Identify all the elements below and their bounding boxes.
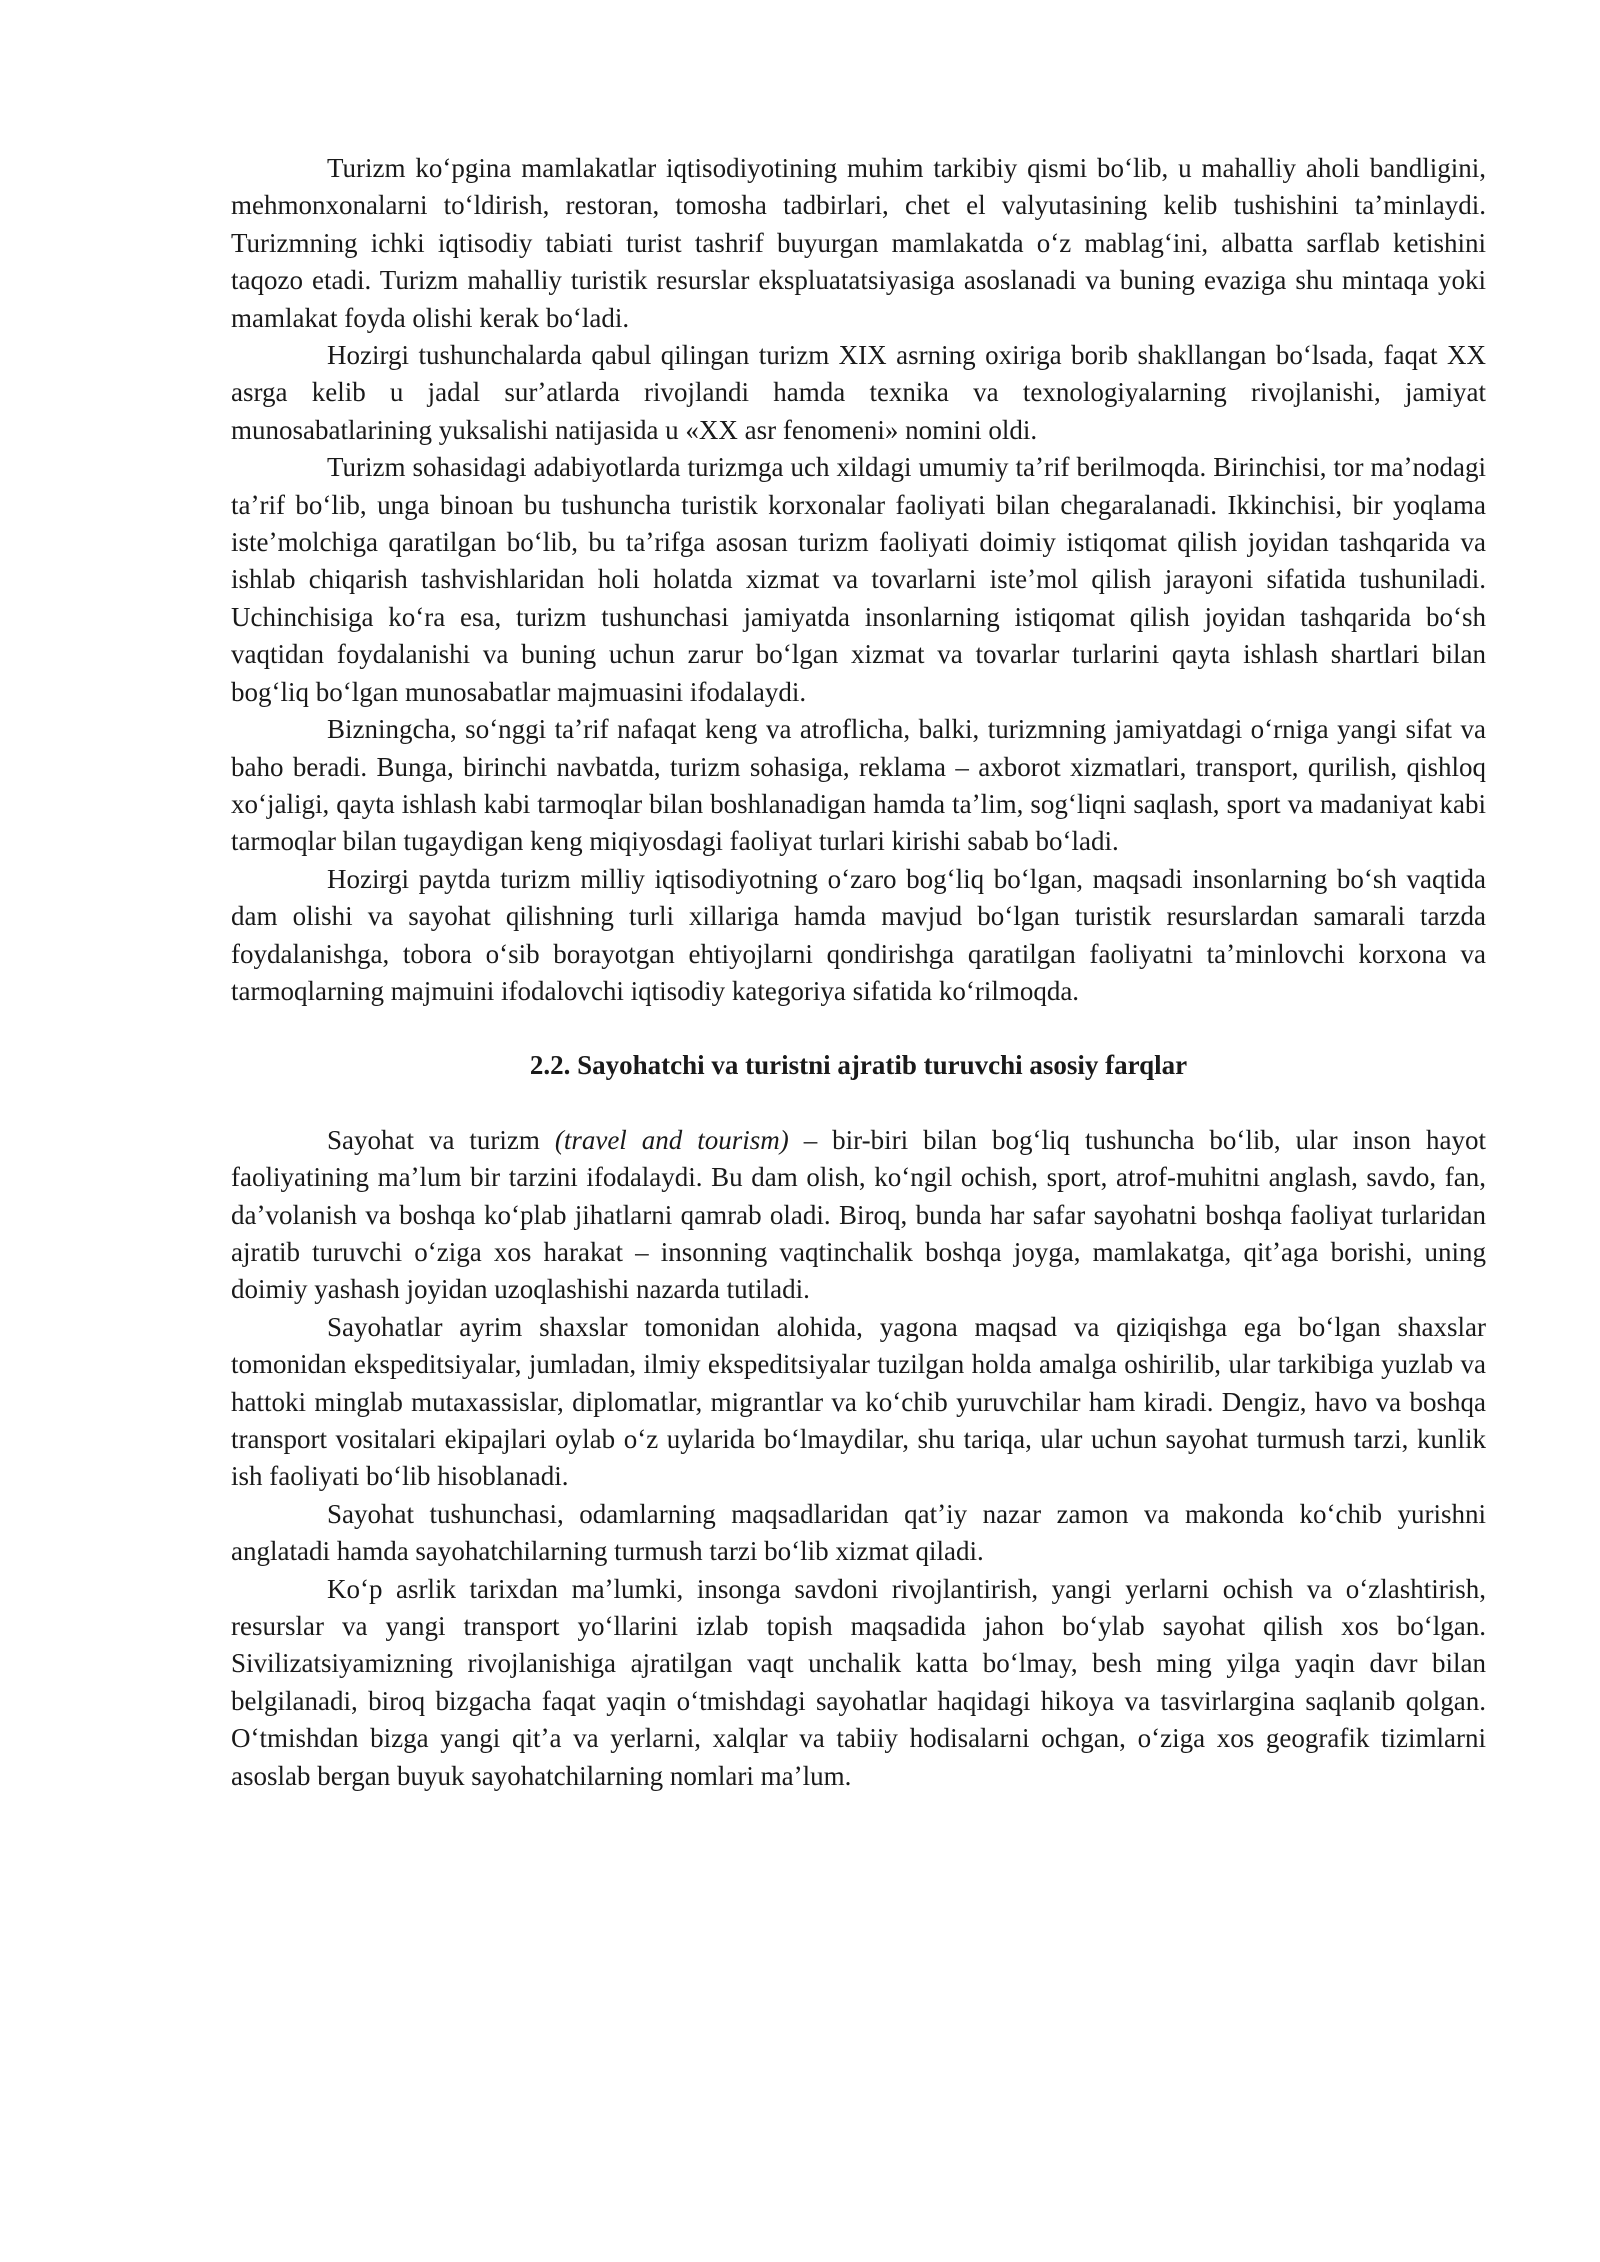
paragraph: Sayohatlar ayrim shaxslar tomonidan alohida, yagona maqsad va qiziqishga ega boʻlgan shaxslar tomonidan ekspeditsiyalar, jumladan, ilmiy ekspeditsiyalar tuzilgan holda amalga oshirilib, ular tarkibiga yuzlab va hattoki minglab mutaxassislar, diplomatlar, migrantlar va koʻchib yuruvchilar ham kiradi. Dengiz, havo va boshqa transport vositalari ekipajlari oylab oʻz uylarida boʻlmaydilar, shu tariqa, ular uchun sayohat turmush tarzi, kunlik ish faoliyati boʻlib hisoblanadi. — [231, 1311, 1486, 1492]
paragraph-lead: Sayohat va turizm — [327, 1124, 555, 1155]
paragraph: Turizm koʻpgina mamlakatlar iqtisodiyotining muhim tarkibiy qismi boʻlib, u mahalliy aholi bandligini, mehmonxonalarni toʻldirish, restoran, tomosha tadbirlari, chet el valyutasining kelib tushishini taʼminlaydi. Turizmning ichki iqtisodiy tabiati turist tashrif buyurgan mamlakatda oʻz mablagʻini, albatta sarflab ketishini taqozo etadi. Turizm mahalliy turistik resurslar ekspluatatsiyasiga asoslanadi va buning evaziga shu mintaqa yoki mamlakat foyda olishi kerak boʻladi. — [231, 153, 1486, 333]
section-heading: 2.2. Sayohatchi va turistni ajratib turuvchi asosiy farqlar — [529, 1050, 1188, 1081]
paragraph — [231, 1122, 1486, 1309]
document-page — [231, 150, 1486, 1795]
paragraph-rest: – bir-biri bilan bogʻliq tushuncha boʻlib, ular inson hayot faoliyatining maʼlum bir tarzini ifodalaydi. Bu dam olish, koʻngil ochish, sport, atrof-muhitni anglash, savdo, fan, daʼvolanish va boshqa koʻplab jihatlarni qamrab oladi. Biroq, bunda har safar sayohatni boshqa faoliyat turlaridan ajratib turuvchi oʻziga xos harakat – insonning vaqtinchalik boshqa joyga, mamlakatga, qitʼaga borishi, uning doimiy yashash joyidan uzoqlashishi nazarda tutiladi. — [231, 1124, 1486, 1305]
paragraph: Bizningcha, soʻnggi taʼrif nafaqat keng va atroflicha, balki, turizmning jamiyatdagi oʻrniga yangi sifat va baho beradi. Bunga, birinchi navbatda, turizm sohasiga, reklama – axborot xizmatlari, transport, qurilish, qishloq xoʻjaligi, qayta ishlash kabi tarmoqlar bilan boshlanadigan hamda taʼlim, sogʻliqni saqlash, sport va madaniyat kabi tarmoqlar bilan tugaydigan keng miqiyosdagi faoliyat turlari kirishi sabab boʻladi. — [231, 714, 1486, 857]
paragraph: Turizm sohasidagi adabiyotlarda turizmga uch xildagi umumiy taʼrif berilmoqda. Birinchisi, tor maʼnodagi taʼrif boʻlib, unga binoan bu tushuncha turistik korxonalar faoliyati bilan chegaralanadi. Ikkinchisi, bir yoqlama isteʼmolchiga qaratilgan boʻlib, bu taʼrifga asosan turizm faoliyati doimiy istiqomat qilish joyidan tashqarida va ishlab chiqarish tashvishlaridan holi holatda xizmat va tovarlarni isteʼmol qilish jarayoni sifatida tushuniladi. Uchinchisiga koʻra esa, turizm tushunchasi jamiyatda insonlarning istiqomat qilish joyidan tashqarida boʻsh vaqtidan foydalanishi va buning uchun zarur boʻlgan xizmat va tovarlar turlarini qayta ishlash shartlari bilan bogʻliq boʻlgan munosabatlar majmuasini ifodalaydi. — [231, 452, 1486, 707]
paragraph: Hozirgi tushunchalarda qabul qilingan turizm XIX asrning oxiriga borib shakllangan boʻlsada, faqat XX asrga kelib u jadal surʼatlarda rivojlandi hamda texnika va texnologiyalarning rivojlanishi, jamiyat munosabatlarining yuksalishi natijasida u «XX asr fenomeni» nomini oldi. — [231, 340, 1486, 445]
paragraph: Sayohat tushunchasi, odamlarning maqsadlaridan qatʼiy nazar zamon va makonda koʻchib yurishni anglatadi hamda sayohatchilarning turmush tarzi boʻlib xizmat qiladi. — [231, 1498, 1486, 1567]
paragraph: Hozirgi paytda turizm milliy iqtisodiyotning oʻzaro bogʻliq boʻlgan, maqsadi insonlarning boʻsh vaqtida dam olishi va sayohat qilishning turli xillariga hamda mavjud boʻlgan turistik resurslardan samarali tarzda foydalanishga, tobora oʻsib borayotgan ehtiyojlarni qondirishga qaratilgan faoliyatni taʼminlovchi korxona va tarmoqlarning majmuini ifodalovchi iqtisodiy kategoriya sifatida koʻrilmoqda. — [231, 863, 1486, 1006]
paragraph: Koʻp asrlik tarixdan maʼlumki, insonga savdoni rivojlantirish, yangi yerlarni ochish va oʻzlashtirish, resurslar va yangi transport yoʻllarini izlab topish maqsadida jahon boʻylab sayohat qilish xos boʻlgan. Sivilizatsiyamizning rivojlanishiga ajratilgan vaqt unchalik katta boʻlmay, besh ming yilga yaqin davr bilan belgilanadi, biroq bizgacha faqat yaqin oʻtmishdagi sayohatlar haqidagi hikoya va tasvirlargina saqlanib qolgan. Oʻtmishdan bizga yangi qitʼa va yerlarni, xalqlar va tabiiy hodisalarni ochgan, oʻziga xos geografik tizimlarni asoslab bergan buyuk sayohatchilarning nomlari maʼlum. — [231, 1573, 1486, 1791]
paragraph-italic-term: (travel and tourism) — [554, 1124, 789, 1155]
